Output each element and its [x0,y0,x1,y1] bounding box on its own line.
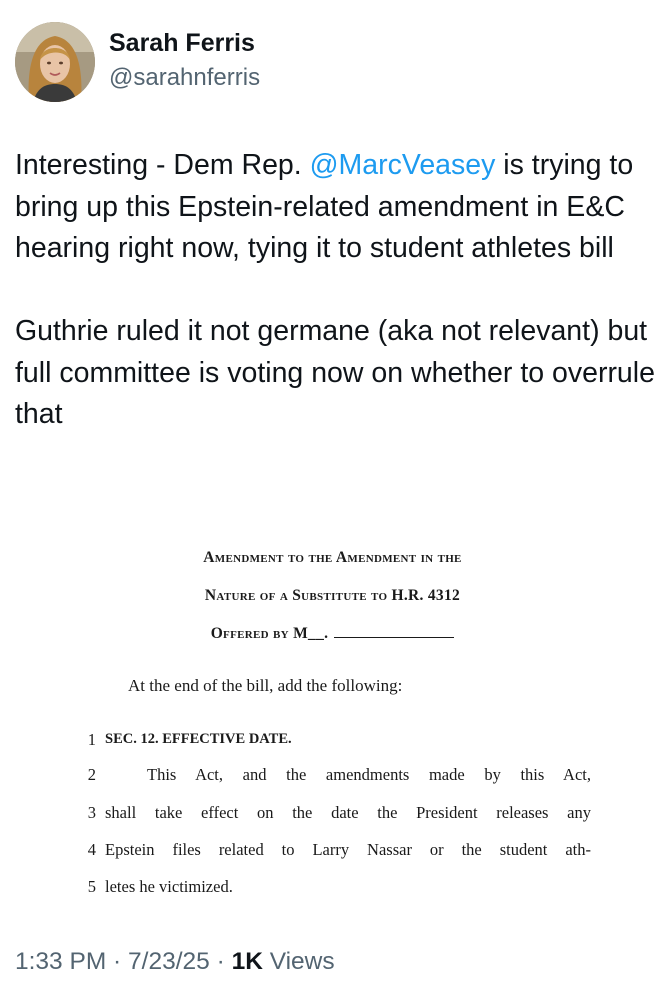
doc-offered-by: Offered by M__. [210,625,329,642]
meta-separator: · [209,948,232,975]
mention-link[interactable]: @MarcVeasey [309,149,496,181]
line-number: 3 [87,803,96,822]
doc-line: letes he victimized. [105,877,233,896]
avatar-photo [15,22,95,102]
tweet-paragraph-2: Guthrie ruled it not germane (aka not relevant) but full committee is voting now on whether to overrule that [15,315,655,430]
author-name[interactable]: Sarah Ferris [109,29,255,57]
doc-instruction: At the end of the bill, add the following: [128,676,403,695]
avatar[interactable] [15,22,95,102]
tweet-meta [15,946,335,978]
tweet-text [15,145,655,436]
author-handle[interactable]: @sarahnferris [109,64,261,91]
tweet-date[interactable]: 7/23/25 [128,948,210,975]
line-number: 2 [87,765,96,784]
meta-separator: · [106,948,129,975]
doc-title-line-1: Amendment to the Amendment in the [203,549,462,566]
line-number: 4 [87,840,96,859]
doc-line: Epstein files related to Larry Nassar or the student ath- [105,840,591,859]
tweet-time[interactable]: 1:33 PM [15,948,107,975]
tweet-text-part: Interesting - Dem Rep. [15,149,310,181]
line-number: 5 [87,877,96,896]
views-label: Views [262,948,335,975]
doc-title-line-2: Nature of a Substitute to H.R. 4312 [204,587,461,604]
attached-image[interactable] [0,530,665,910]
doc-line: SEC. 12. EFFECTIVE DATE. [105,731,292,747]
doc-line: shall take effect on the date the President releases any [105,803,591,822]
signature-blank [334,623,454,638]
line-number: 1 [87,730,96,749]
tweet-paragraph-1 [15,145,655,270]
views-count: 1K [231,948,263,975]
doc-title-line-3 [0,623,665,644]
tweet-text-part: is trying to bring up this Epstein-related amendment in E&C hearing right now, tying it to student athletes bill [15,149,634,264]
doc-line: This Act, and the amendments made by this Act, [147,765,591,784]
